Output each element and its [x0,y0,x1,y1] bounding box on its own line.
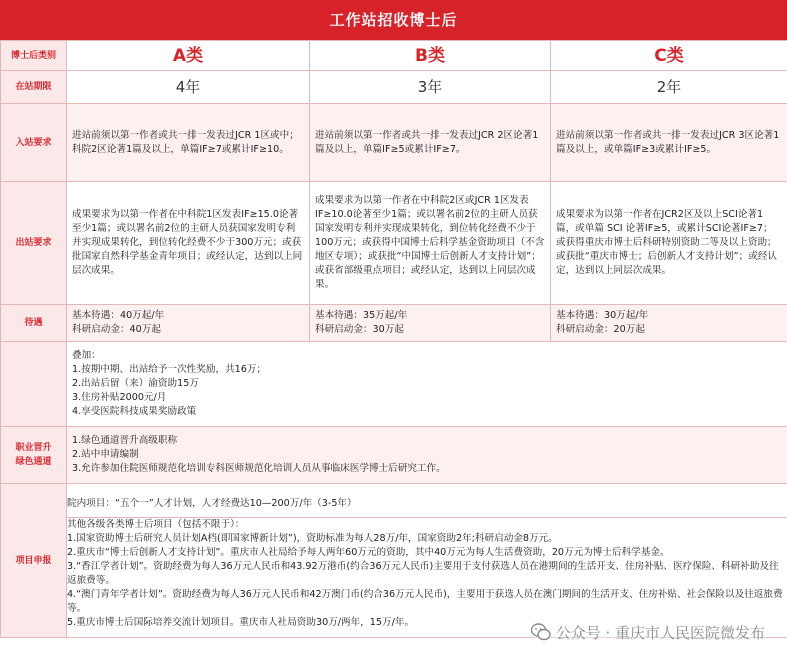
duration-a: 4年 [67,71,310,104]
extra-benefits-row [1,342,787,427]
project-item: 其他各级各类博士后项目（包括不限于）： [67,519,245,530]
career-item: 2.站中申请编制 [72,449,139,460]
project-item: 3.“香江学者计划”。资助经费为每人36万元人民币和43.92万港币(约合36万元人民币)主要用于支付获选人员在港期间的生活开支、住房补贴、医疗保险、科研补助及往返旅费等。 [67,561,779,586]
career-item: 1.绿色通道晋升高级职称 [72,435,178,446]
treatment-row [1,305,787,342]
entry-a-line: 进站前须以第一作者或共一排一发表过JCR 1区或中； [72,129,299,141]
duration-label: 在站期限 [1,71,67,104]
career-label: 职业晋升 绿色通道 [1,427,67,484]
career-item: 3.允许参加住院医师规范化培训专科医师规范化培训人员从事临床医学博士后研究工作。 [72,463,446,474]
career-cell [67,427,787,484]
project-item: 1.国家资助博士后研究人员计划A档(即国家博新计划”)，资助标准为每人28万/年，国家资助2年;科研启动金8万元。 [67,533,558,544]
category-label: 博士后类别 [1,41,67,71]
extra-benefits-cell [67,342,787,427]
exit-c: 成果要求为以第一作者在JCR2区及以上SCI论著1篇，或单篇 SCI 论著IF≥5，或累计SCI论著IF≥7；或获得重庆市博士后科研特别资助二等及以上资助；或获批“重庆市博士；后创新人才支持计划”；或经认定，达到以上同层次成果。 [551,182,787,305]
exit-label: 出站要求 [1,182,67,305]
entry-c: 进站前须以第一作者或共一排一发表过JCR 3区论著1篇及以上，或单篇IF≥3或累计IF≥5。 [551,104,787,182]
exit-a: 成果要求为以第一作者在中科院1区发表IF≥15.0论著至少1篇；或以署名前2位的主研人员获国家发明专利并实现成果转化，到位转化经费不少于300万元；或获批国家自然科学基金青年项目；或经认定，达到以上同层次成果。 [67,182,310,305]
extra-benefits-label [1,342,67,427]
entry-a-line: 科院2区论著1篇及以上，单篇IF≥7或累计IF≥10。 [72,143,289,155]
career-row [1,427,787,484]
exit-b: 成果要求为以第一作者在中科院2区或JCR 1区发表IF≥10.0论著至少1篇；或以署名前2位的主研人员获国家发明专利并实现成果转化，到位转化经费不少于100万元；或获得中国博士后科学基金资助项目（不含地区专项）；或获批“中国博士后创新人才支持计划”；或获省部级重点项目；或经认定，达到以上同层次成果。 [310,182,551,305]
project-item: 5.重庆市博士后国际培养交流计划项目。重庆市人社局资助30万/两年，15万/年。 [67,617,415,628]
duration-row [1,71,787,104]
other-projects [67,518,787,630]
wechat-icon [531,623,551,641]
entry-b: 进站前须以第一作者或共一排一发表过JCR 2区论著1篇及以上，单篇IF≥5或累计IF≥7。 [310,104,551,182]
extra-benefit-item: 叠加： [72,350,101,361]
project-item: 4.“澳门青年学者计划”。资助经费为每人36万元人民币和42万澳门币(约合36万元人民币)，主要用于获选人员在澳门期间的生活开支、住房补贴、社会保险以及往返旅费等。 [67,589,783,614]
duration-b: 3年 [310,71,551,104]
exit-row [1,182,787,305]
entry-row [1,104,787,182]
treatment-c-fund: 科研启动金：20万起 [556,324,645,335]
category-a: A类 [67,41,310,71]
projects-cell [67,484,787,638]
projects-row [1,484,787,638]
treatment-c [551,305,787,342]
treatment-b-salary: 基本待遇：35万起/年 [315,310,408,321]
extra-benefit-item: 1.按期中期、出站给予一次性奖励，共16万； [72,364,267,375]
in-hospital-project: 院内项目：“五个一”人才计划，人才经费达10—200万/年（3-5年） [67,491,787,518]
entry-a [67,104,310,182]
treatment-b [310,305,551,342]
category-b: B类 [310,41,551,71]
projects-label: 项目申报 [1,484,67,638]
extra-benefit-item: 2.出站后留（来）渝资助15万 [72,378,199,389]
category-row [1,41,787,71]
treatment-a [67,305,310,342]
treatment-a-fund: 科研启动金：40万起 [72,324,161,335]
page-title: 工作站招收博士后 [0,0,787,40]
project-item: 2.重庆市“博士后创新人才支持计划”。重庆市人社局给予每人两年60万元的资助，其中40万元为每人生活费资助，20万元为博士后科学基金。 [67,547,670,558]
treatment-a-salary: 基本待遇：40万起/年 [72,310,165,321]
treatment-c-salary: 基本待遇：30万起/年 [556,310,649,321]
duration-c: 2年 [551,71,787,104]
watermark-text: 公众号 · 重庆市人民医院微发布 [555,623,765,642]
category-c: C类 [551,41,787,71]
watermark [531,621,765,643]
recruitment-table [0,40,787,638]
extra-benefit-item: 3.住房补贴2000元/月 [72,392,167,403]
entry-label: 入站要求 [1,104,67,182]
extra-benefit-item: 4.享受医院科技成果奖励政策 [72,406,197,417]
treatment-label: 待遇 [1,305,67,342]
treatment-b-fund: 科研启动金：30万起 [315,324,404,335]
